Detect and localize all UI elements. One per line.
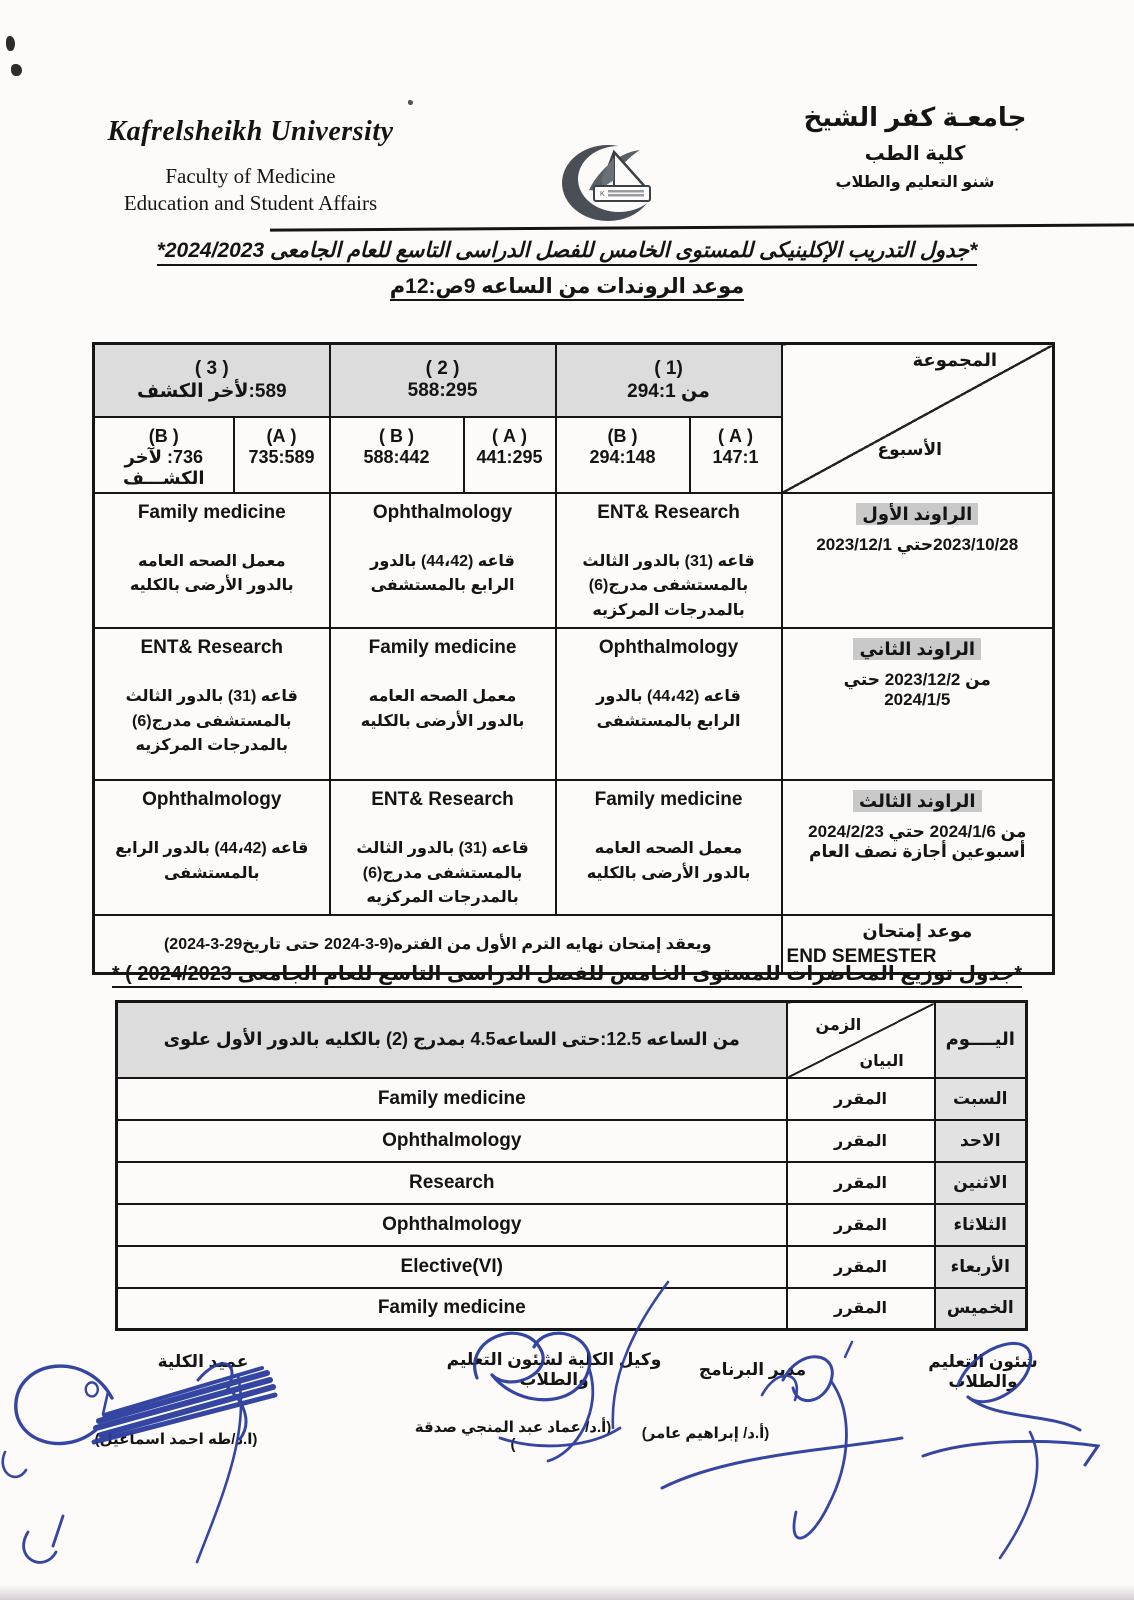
university-name-en: Kafrelsheikh University (107, 116, 394, 147)
svg-text:K: K (600, 191, 605, 198)
rotation-dates: 2023/10/28حتي 2023/12/1 (816, 534, 1019, 554)
cell-rotation2-group2 (330, 628, 556, 780)
rotation-dates: 2024/1/5 (884, 689, 951, 709)
group-1-sub-b (556, 417, 690, 493)
clinical-training-table (92, 342, 1055, 975)
group-2-sub-b (330, 417, 464, 493)
sub-range: 735:589 (248, 446, 315, 467)
day-cell: الثلاثاء (935, 1204, 1027, 1246)
lecture-row-tuesday (117, 1204, 1027, 1246)
university-name-ar: جامعـة كفر الشيخ (803, 102, 1027, 132)
subject: Family medicine (368, 636, 517, 658)
lecture-row-saturday (117, 1078, 1027, 1120)
cell-rotation3-group2 (330, 780, 556, 915)
cell-rotation1-group1 (556, 493, 782, 628)
signature-title-program-director: مدير البرنامج (698, 1360, 807, 1379)
header-english (78, 116, 423, 216)
rotation-2-label-cell (782, 628, 1054, 780)
exam-label-en: END SEMESTER (786, 945, 937, 967)
muqarrar-cell: المقرر (787, 1120, 935, 1162)
main-title: *جدول التدريب الإكلينيكى للمستوى الخامس للفصل الدراسى التاسع للعام الجامعى 2024/2023* (0, 238, 1134, 263)
location: قاعه (44،42) بالدور الرابع بالمستشفى (115, 839, 309, 882)
rotation-label: الراوند الثاني (853, 638, 981, 660)
subject-cell: Elective(VI) (117, 1246, 787, 1288)
signature-title-vice-dean: وكيل الكلية لشئون التعليم والطلاب (446, 1350, 662, 1389)
subject: Ophthalmology (372, 501, 513, 523)
sub-range: 147:1 (712, 446, 759, 467)
muqarrar-cell: المقرر (787, 1078, 935, 1120)
signature-title-student-affairs: شئون التعليم والطلاب (928, 1352, 1038, 1391)
exam-label-ar: موعد إمتحان (862, 920, 973, 941)
cell-rotation3-group3 (94, 780, 330, 915)
subject: ENT& Research (597, 501, 740, 523)
sub-range: 588:442 (363, 446, 430, 467)
sub-label: ( B) (148, 425, 179, 446)
sub-label: ( B) (607, 425, 638, 446)
corner-label-statement: البيان (859, 1052, 904, 1070)
scan-speck (6, 36, 15, 51)
subject-cell: Ophthalmology (117, 1204, 787, 1246)
rotation-2-row (94, 628, 1054, 780)
signature-dean-ink (3, 1364, 275, 1563)
faculty-name-ar: كلية الطب (864, 143, 966, 165)
day-cell: الاحد (935, 1120, 1027, 1162)
subject: ENT& Research (140, 636, 284, 658)
subject-cell: Ophthalmology (117, 1120, 787, 1162)
muqarrar-cell: المقرر (787, 1288, 935, 1330)
rotation-3-label-cell (782, 780, 1054, 915)
group-1-header (556, 344, 782, 417)
rotation-dates: من 2024/1/6 حتي 2024/2/23 (808, 821, 1027, 841)
cell-rotation2-group3 (94, 628, 330, 780)
lectures-title: *جدول توزيع المحاضرات للمستوى الخامس للفصل الدراسى التاسع للعام الجامعى 2024/2023 ) * (0, 961, 1134, 986)
subject-cell: Family medicine (117, 1078, 787, 1120)
subject: Ophthalmology (142, 788, 282, 810)
location: قاعه (44،42) بالدور الرابع بالمستشفى (596, 687, 741, 730)
affairs-name-en: Education and Student Affairs (123, 191, 378, 215)
university-logo-icon (556, 128, 666, 238)
sub-label: ( A) (266, 425, 297, 446)
rotation-dates: من 2023/12/2 حتي (843, 669, 991, 689)
subject-cell: Research (117, 1162, 787, 1204)
group-1-sub-a (690, 417, 782, 493)
signature-name-program-director: (أ.د/ إبراهيم عامر) (641, 1425, 770, 1442)
group-3-sub-a (234, 417, 330, 493)
location: قاعه (31) بالدور الثالث بالمستشفى مدرج(6) بالمدرجات المركزيه (125, 687, 298, 755)
muqarrar-cell: المقرر (787, 1204, 935, 1246)
group-range: من 294:1 (627, 380, 710, 402)
location: قاعه (31) بالدور الثالث بالمستشفى مدرج(6) بالمدرجات المركزيه (582, 552, 755, 620)
location: معمل الصحه العامه بالدور الأرضى بالكليه (129, 552, 294, 595)
group-3-sub-b (94, 417, 234, 493)
signature-name-vice-dean: (أ.د/ عماد عبد المنجي صدقة ) (414, 1419, 612, 1453)
location: قاعه (31) بالدور الثالث بالمستشفى مدرج(6) بالمدرجات المركزيه (356, 839, 529, 907)
signature-name-dean: (ا.د/طه احمد اسماعيل) (94, 1431, 258, 1448)
faculty-name-en: Faculty of Medicine (165, 164, 336, 188)
corner-label-time: الزمن (815, 1017, 862, 1034)
group-range: 589:لأخر الكشف (136, 380, 287, 402)
rotation-1-row (94, 493, 1054, 628)
cell-rotation1-group2 (330, 493, 556, 628)
lecture-row-wednesday (117, 1246, 1027, 1288)
corner-label-week: الأسبوع (877, 439, 942, 459)
day-cell: الأربعاء (935, 1246, 1027, 1288)
group-range: 588:295 (407, 380, 478, 402)
table-row (117, 1002, 1027, 1078)
sub-range: 441:295 (476, 446, 543, 467)
scan-edge-shadow (0, 1584, 1134, 1600)
group-2-header (330, 344, 556, 417)
sub-label: ( A ) (492, 425, 528, 446)
sub-range: 736: لآخر الكشـــف (122, 446, 205, 488)
lectures-table (115, 1000, 1028, 1331)
lecture-row-thursday (117, 1288, 1027, 1330)
exam-note-cell: ويعقد إمتحان نهايه الترم الأول من الفتره(9-3-2024 حتى تاريخ29-3-2024) (94, 915, 782, 973)
group-number: ( 3 ) (194, 357, 229, 379)
rotation-3-row (94, 780, 1054, 915)
location: معمل الصحه العامه بالدور الأرضى بالكليه (586, 839, 751, 882)
sub-range: 294:148 (589, 446, 656, 467)
cell-rotation2-group1 (556, 628, 782, 780)
group-2-sub-a (464, 417, 556, 493)
cell-rotation1-group3 (94, 493, 330, 628)
scan-speck (408, 100, 413, 105)
cell-rotation3-group1 (556, 780, 782, 915)
horizontal-rule (270, 223, 1134, 231)
group-week-corner-cell (782, 344, 1054, 493)
lecture-row-monday (117, 1162, 1027, 1204)
scan-speck (11, 64, 22, 76)
muqarrar-cell: المقرر (787, 1246, 935, 1288)
rotation-dates: أسبوعين أجازة نصف العام (809, 841, 1026, 861)
subject-cell: Family medicine (117, 1288, 787, 1330)
day-cell: السبت (935, 1078, 1027, 1120)
subject: Family medicine (594, 788, 743, 810)
group-number: (1 ) (654, 357, 683, 379)
group-3-header (94, 344, 330, 417)
header-arabic (790, 102, 1040, 192)
sub-title: موعد الروندات من الساعه 9ص:12م (0, 274, 1134, 299)
rotation-label: الراوند الأول (856, 503, 978, 525)
sub-label: ( B ) (379, 425, 415, 446)
rotation-label: الراوند الثالث (853, 790, 982, 812)
subject: ENT& Research (371, 788, 514, 810)
location: معمل الصحه العامه بالدور الأرضى بالكليه (360, 687, 525, 730)
affairs-name-ar: شنو التعليم والطلاب (835, 174, 995, 191)
sub-label: ( A ) (718, 425, 754, 446)
rotation-1-label-cell (782, 493, 1054, 628)
day-cell: الخميس (935, 1288, 1027, 1330)
subject: Ophthalmology (598, 636, 739, 658)
table-row (94, 344, 1054, 417)
time-note-cell: من الساعه 12.5:حتى الساعه4.5 بمدرج (2) بالكليه بالدور الأول علوى (117, 1002, 787, 1078)
time-statement-corner-cell (787, 1002, 935, 1078)
signature-title-dean: عميد الكلية (157, 1352, 249, 1371)
location: قاعه (44،42) بالدور الرابع بالمستشفى (370, 552, 515, 595)
lecture-row-sunday (117, 1120, 1027, 1162)
muqarrar-cell: المقرر (787, 1162, 935, 1204)
subject: Family medicine (137, 501, 286, 523)
day-cell: الاثنين (935, 1162, 1027, 1204)
group-number: ( 2 ) (425, 358, 460, 380)
corner-label-group: المجموعة (912, 350, 998, 370)
day-column-header: اليــــوم (935, 1002, 1027, 1078)
